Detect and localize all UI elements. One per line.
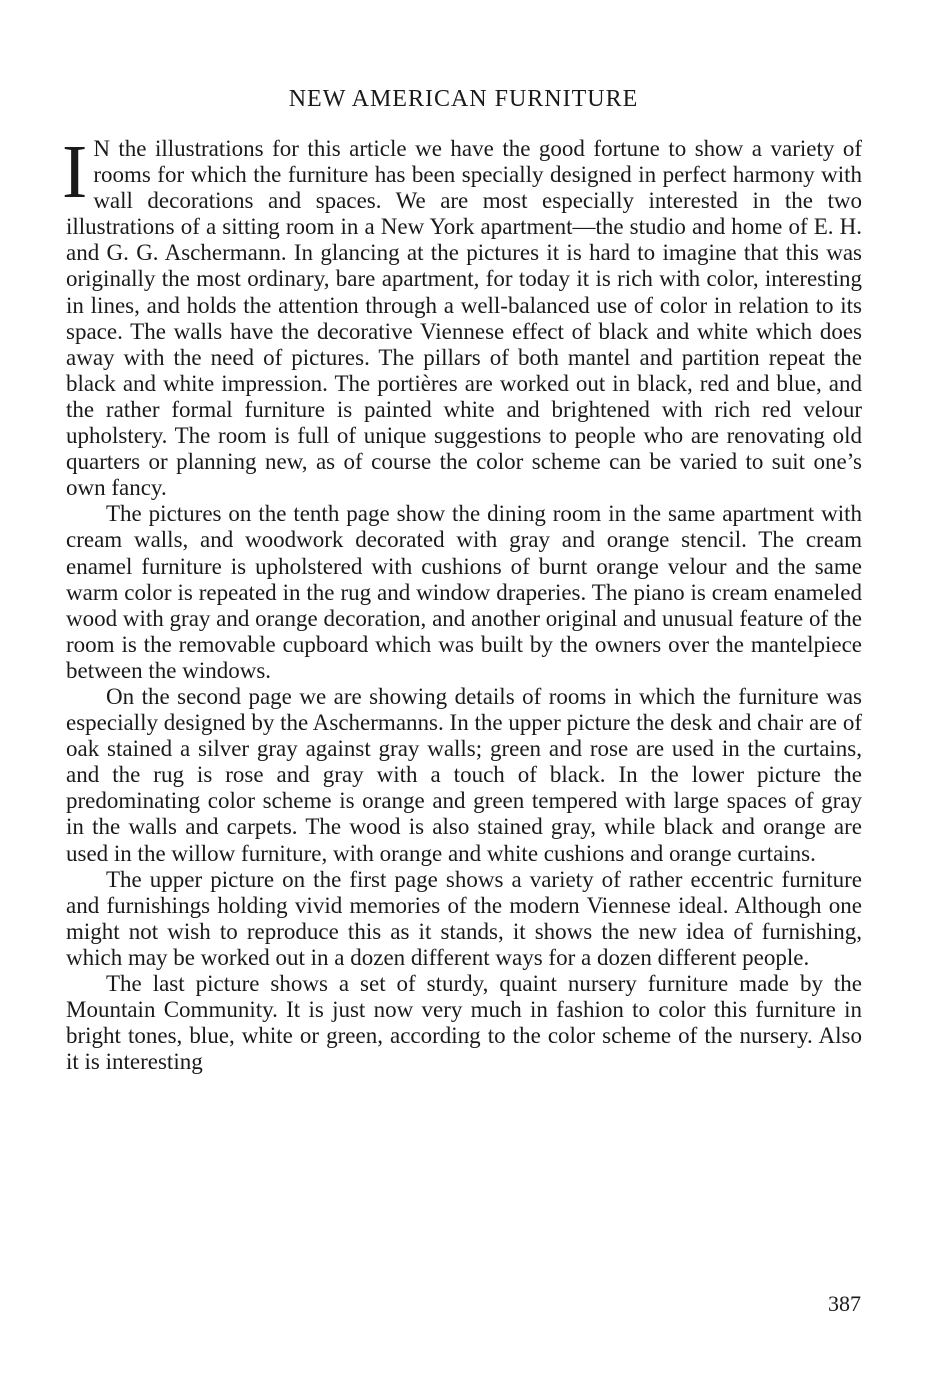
paragraph-1 xyxy=(62,130,862,501)
paragraph-2: The pictures on the tenth page show the dining room in the same apartment with cream walls, and woodwork decorated with gray and orange stencil. The cream enamel furniture is upholstered with cushions of burnt orange velour and the same warm color is repeated in the rug and window draperies. The piano is cream enameled wood with gray and orange decoration, and another original and unusual feature of the room is the removable cupboard which was built by the owners over the mantelpiece between the windows. xyxy=(66,501,862,683)
drop-cap: I xyxy=(62,130,88,214)
page-title: NEW AMERICAN FURNITURE xyxy=(288,86,639,112)
page-number: 387 xyxy=(828,1291,861,1316)
paragraph-4: The upper picture on the first page shows a variety of rather eccentric furniture and furnishings holding vivid memories of the modern Viennese ideal. Although one might not wish to reproduce this as it stands, it shows the new idea of furnishing, which may be worked out in a dozen different ways for a dozen different people. xyxy=(66,866,862,970)
paragraph-1-text: N the illustrations for this article we have the good fortune to show a variety of rooms for which the furniture has been specially designed in perfect harmony with wall decorations and spaces. We are most especially interested in the two illustrations of a sitting room in a New York apartment—the studio and home of E. H. and G. G. Aschermann. In glancing at the pictures it is hard to imagine that this was originally the most ordinary, bare apartment, for today it is rich with color, interesting in lines, and holds the attention through a well-balanced use of color in relation to its space. The walls have the decorative Viennese effect of black and white which does away with the need of pictures. The pillars of both mantel and partition repeat the black and white impression. The portières are worked out in black, red and blue, and the rather formal furniture is painted white and brightened with rich red velour upholstery. The room is full of unique suggestions to people who are renovating old quarters or planning new, as of course the color scheme can be varied to suit one’s own fancy. xyxy=(66,136,862,501)
article-body xyxy=(62,130,862,1075)
paragraph-5: The last picture shows a set of sturdy, quaint nursery furniture made by the Mountain Community. It is just now very much in fashion to color this furniture in bright tones, blue, white or green, according to the color scheme of the nursery. Also it is interesting xyxy=(66,971,862,1075)
paragraph-3: On the second page we are showing details of rooms in which the furniture was especially designed by the Aschermanns. In the upper picture the desk and chair are of oak stained a silver gray against gray walls; green and rose are used in the curtains, and the rug is rose and gray with a touch of black. In the lower picture the predominating color scheme is orange and green tempered with large spaces of gray in the walls and carpets. The wood is also stained gray, while black and orange are used in the willow furniture, with orange and white cushions and orange curtains. xyxy=(66,683,862,866)
